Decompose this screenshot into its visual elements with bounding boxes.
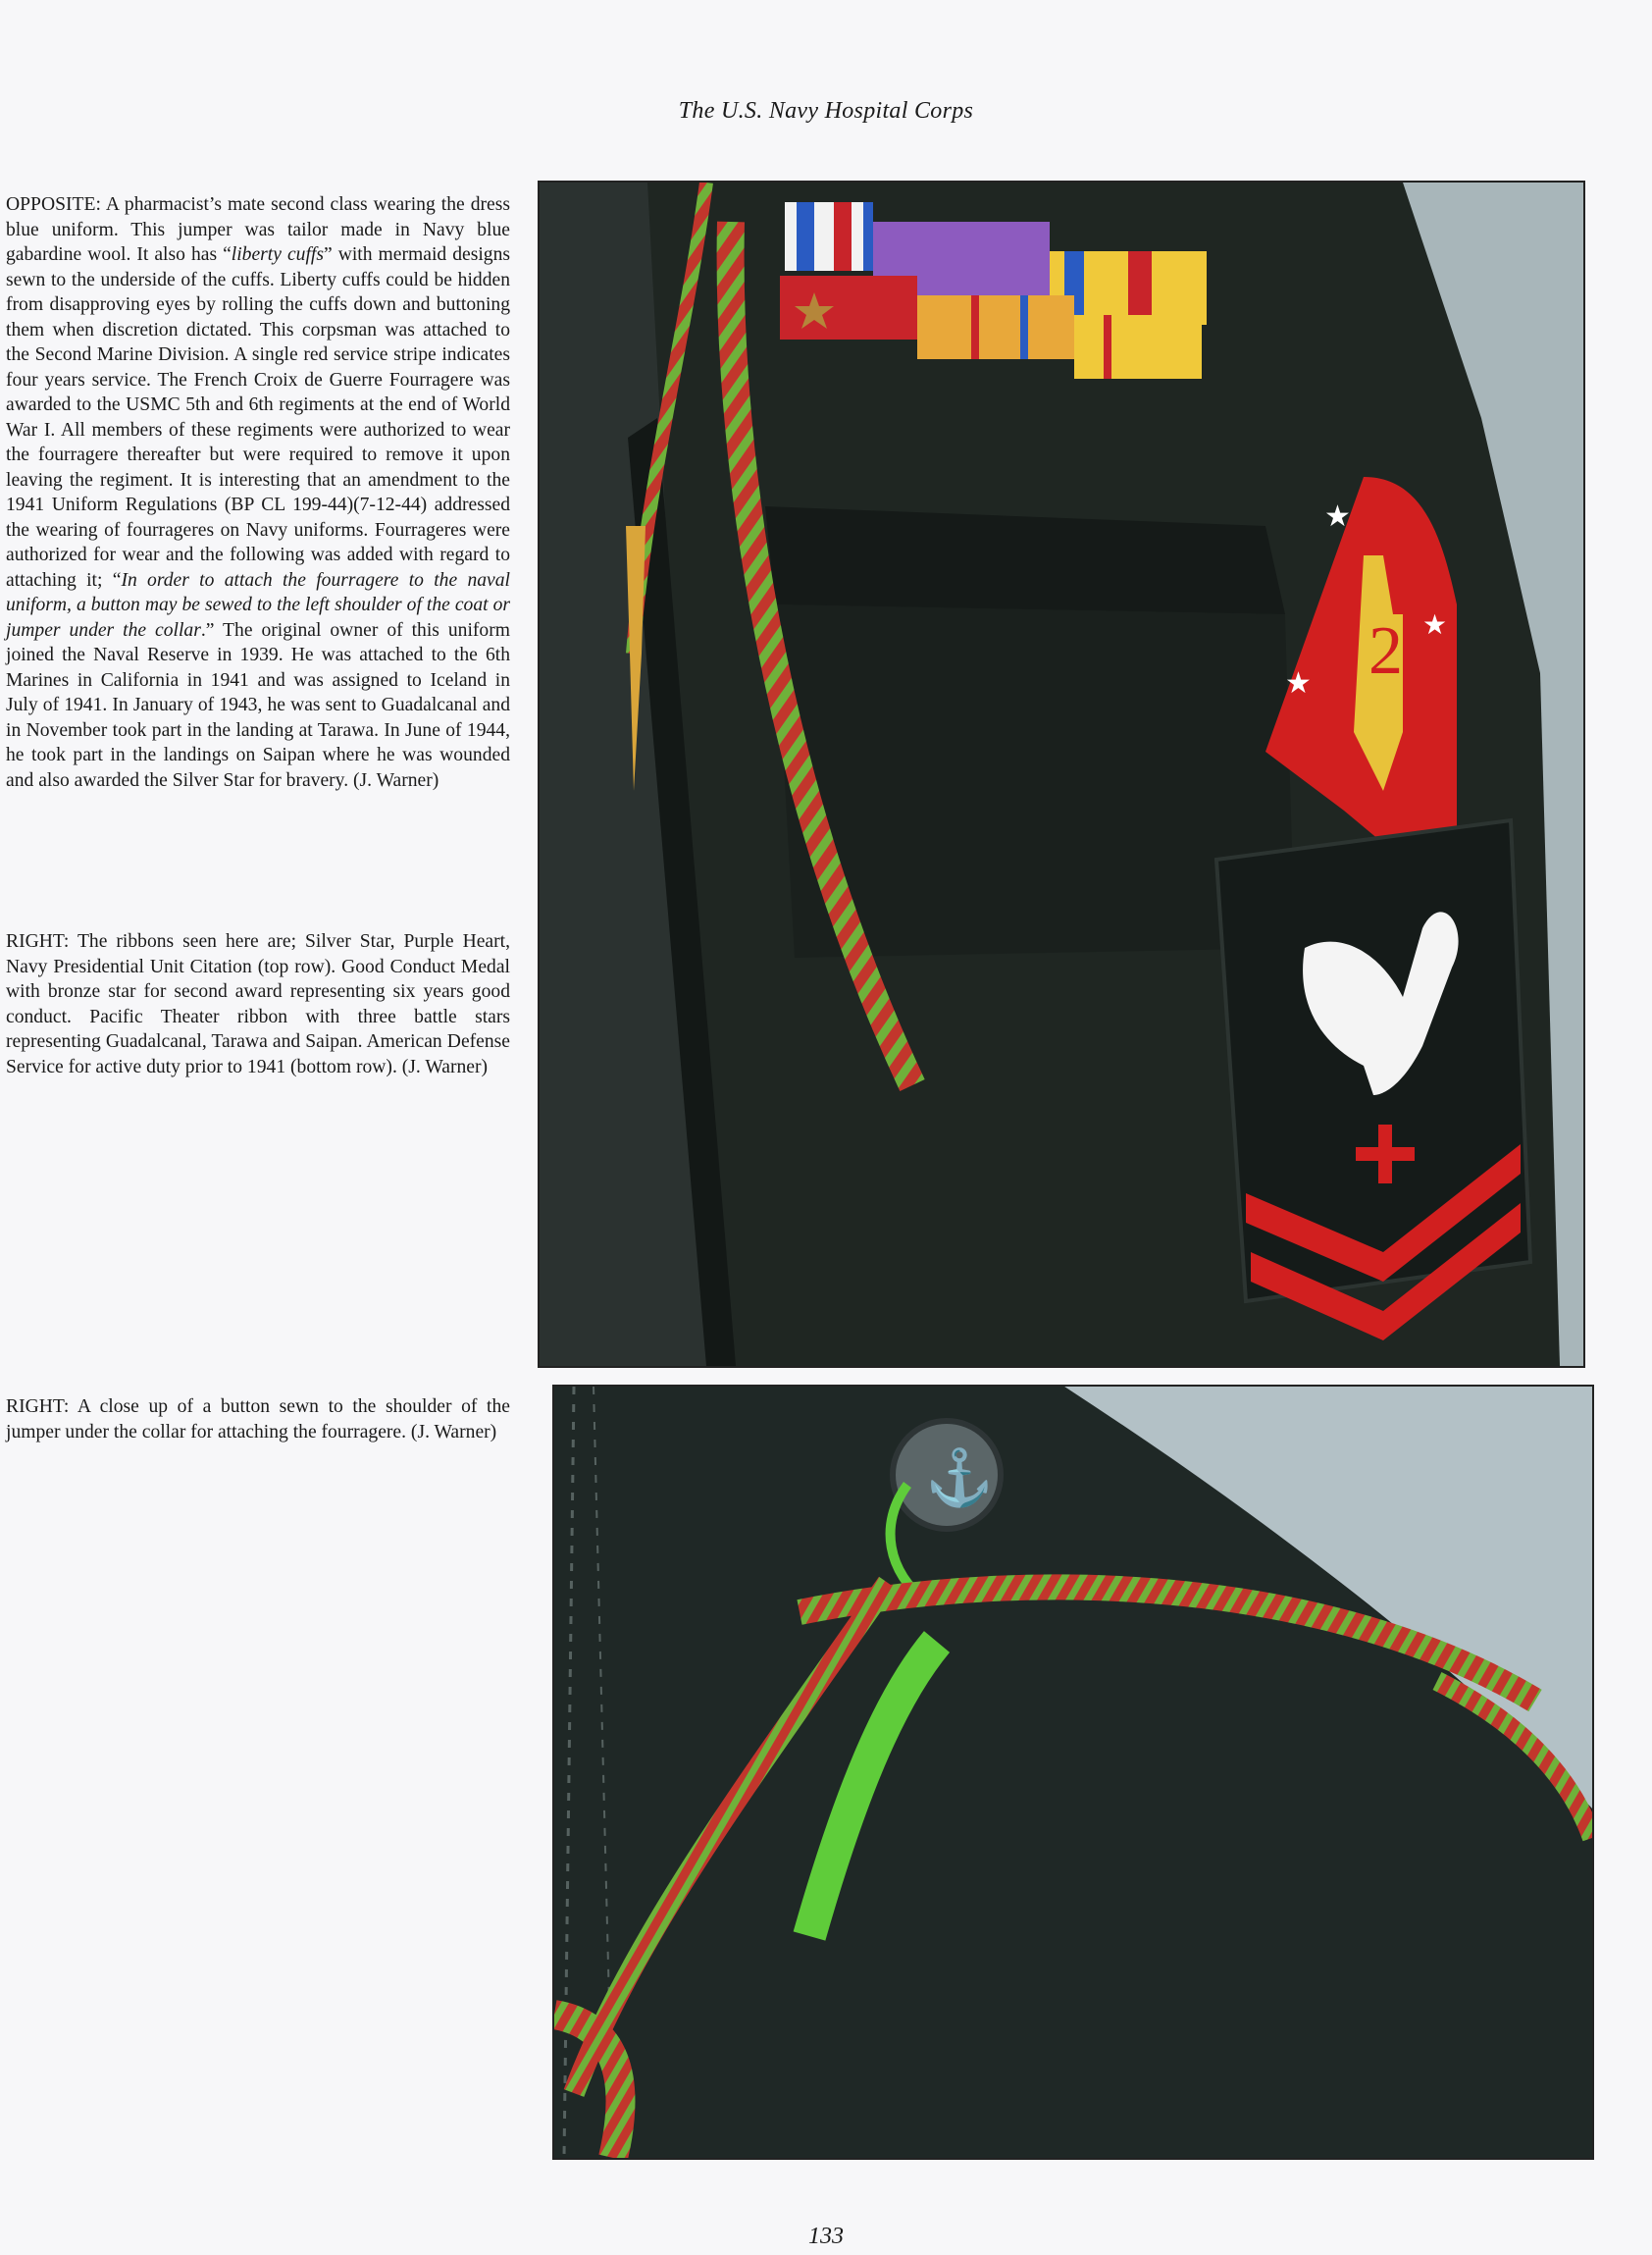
patch-number: 2 (1368, 613, 1403, 689)
caption-opposite-text-2: ” with mermaid designs sewn to the underside of the cuffs. Liberty cuffs could be hidden from disapproving eyes by rolling the cuffs down and buttoning them when discretion dictated. This corpsman was attached to the Second Marine Division. A single red service stripe indicates four years service. The French Croix de Guerre Fourragere was awarded to the USMC 5th and 6th regiments at the end of World War I. All members of these regiments were authorized to wear the fourragere thereafter but were required to remove it upon leaving the regiment. It is interesting that an amendment to the 1941 Uniform Regulations (BP CL 199-44)(7-12-44) addressed the wearing of fourrageres on Navy uniforms. Fourrageres were authorized for wear and the following was added with regard to attaching it; “ (6, 244, 511, 591)
anchor-icon: ⚓ (925, 1448, 994, 1509)
caption-button: RIGHT: A close up of a button sewn to the shoulder of the jumper under the collar for attaching the fourragere. (J. Warner) (6, 1396, 510, 1442)
caption-opposite-emphasis-2: In order to attach the fourragere to the naval uniform, a button may be sewed to the left shoulder of the coat or jumper under the collar (6, 569, 510, 641)
star-icon: ★ (1285, 667, 1312, 700)
running-head: The U.S. Navy Hospital Corps (678, 98, 974, 124)
star-icon: ★ (1324, 500, 1351, 533)
button-photo (552, 1385, 1594, 2160)
uniform-illustration (540, 183, 1583, 1366)
button-illustration (554, 1387, 1592, 2158)
caption-opposite (6, 192, 510, 793)
caption-ribbons: RIGHT: The ribbons seen here are; Silver Star, Purple Heart, Navy Presidential Unit Citation (top row). Good Conduct Medal with bronze star for second award representing six years good conduct. Pacific Theater ribbon with three battle stars representing Guadalcanal, Tarawa and Saipan. American Defense Service for active duty prior to 1941 (bottom row). (J. Warner) (6, 931, 510, 1077)
caption-opposite-text-1: OPPOSITE: A pharmacist’s mate second class wearing the dress blue uniform. This jumper was tailor made in Navy blue gabardine wool. It also has “ (6, 194, 510, 265)
rating-badge (1216, 820, 1530, 1340)
uniform-photo (538, 181, 1585, 1368)
star-icon: ★ (1422, 610, 1448, 641)
page-number: 133 (808, 2224, 844, 2249)
caption-opposite-text-3: .” The original owner of this uniform joined the Naval Reserve in 1939. He was attached to the 6th Marines in California in 1941 and was assigned to Iceland in July of 1941. In January of 1943, he was sent to Guadalcanal and in November took part in the landing at Tarawa. In June of 1944, he took part in the landings on Saipan where he was wounded and also awarded the Silver Star for bravery. (J. Warner) (6, 619, 510, 791)
caption-opposite-emphasis-1: liberty cuffs (231, 244, 324, 265)
